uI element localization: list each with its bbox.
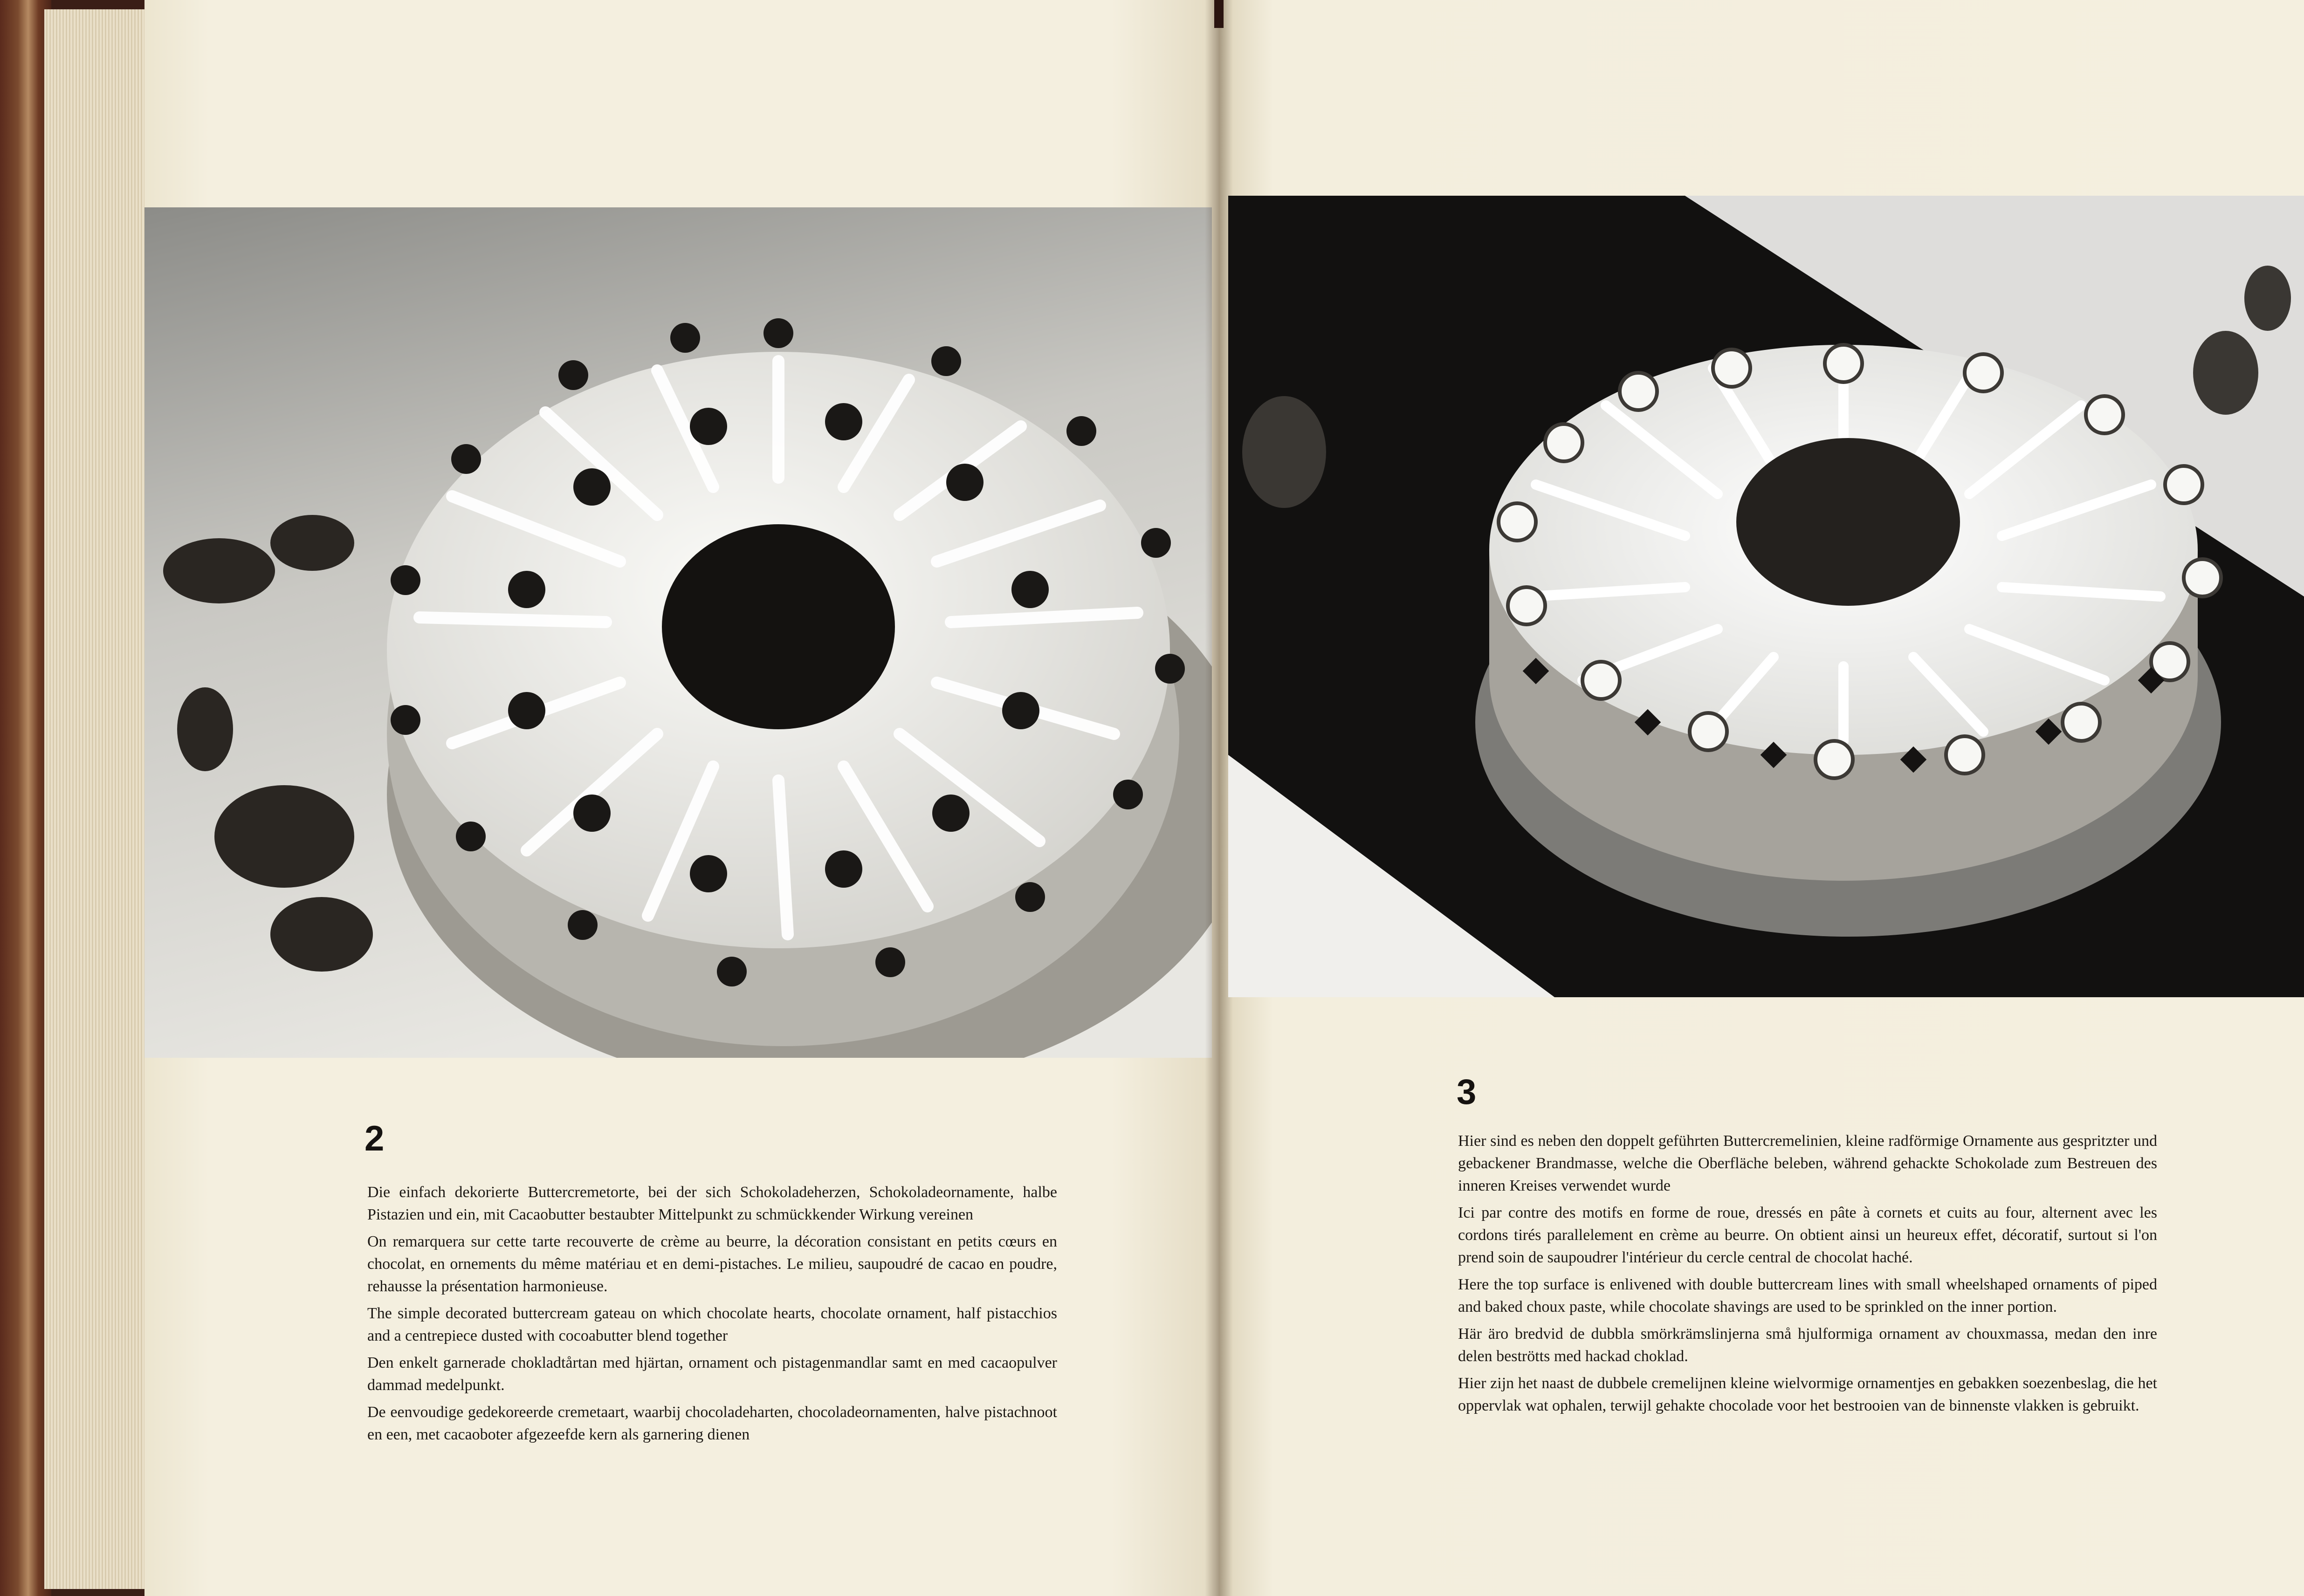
caption-paragraph-fr: Ici par contre des motifs en forme de roue, dressés en pâte à cornets et cuits au four, alternent avec les cordons tirés parallelement en crème au beurre. On obtient ainsi un heureux effet, décoratif, surtout si l'on prend soin de saupoudrer l'intérieur du cercle central de chocolat haché. xyxy=(1458,1204,2157,1266)
caption-paragraph-fr: On remarquera sur cette tarte recouverte de crème au beurre, la décoration consistant en petits cœurs en chocolat, en ornements du même matériau et en demi-pistaches. Le milieu, saupoudré de cacao en poudre, rehausse la présentation harmonieuse. xyxy=(367,1233,1057,1295)
caption-paragraph-de: Hier sind es neben den doppelt geführten Buttercremelinien, kleine radförmige Ornamente aus gespritzter und gebackener Brandmasse, welche die Oberfläche beleben, während gehackte Schokolade zum Bestreuen des inneren Kreises verwendet wurde xyxy=(1458,1132,2157,1194)
caption-paragraph-nl: De eenvoudige gedekoreerde cremetaart, waarbij chocoladeharten, chocoladeornamenten, halve pistachnoot en een, met cacaoboter afgezeefde kern als garnering dienen xyxy=(367,1404,1057,1443)
page-stack-edge xyxy=(44,9,151,1589)
figure-number: 2 xyxy=(365,1119,385,1158)
cake-photo-3 xyxy=(1228,196,2304,997)
caption-paragraph-sv: Den enkelt garnerade chokladtårtan med hjärtan, ornament och pistagenmandlar samt en med cacaopulver dammad medelpunkt. xyxy=(367,1354,1057,1394)
figure-number: 3 xyxy=(1457,1072,1477,1112)
caption-right xyxy=(1458,1130,2157,1422)
cake-photo-2 xyxy=(144,207,1212,1058)
caption-paragraph-sv: Här äro bredvid de dubbla smörkrämslinjerna små hjulformiga ornament av chouxmassa, medan den inre delen beströtts med hackad choklad. xyxy=(1458,1325,2157,1365)
caption-paragraph-en: The simple decorated buttercream gateau on which chocolate hearts, chocolate ornament, half pistacchios and a centrepiece dusted with cocoabutter blend together xyxy=(367,1305,1057,1344)
caption-paragraph-nl: Hier zijn het naast de dubbele cremelijnen kleine wielvormige ornamentjes en gebakken soezenbeslag, die het oppervlak wat ophalen, terwijl gehakte chocolade voor het bestrooien van de binnenste vlakken is gebruikt. xyxy=(1458,1375,2157,1414)
caption-left xyxy=(367,1181,1057,1451)
book-spine-top xyxy=(1214,0,1224,28)
cake-photo-wheel-ornament-icon xyxy=(1228,196,2304,997)
caption-paragraph-de: Die einfach dekorierte Buttercremetorte, bei der sich Schokoladeherzen, Schokoladeornamente, halbe Pistazien und ein, mit Cacaobutter bestaubter Mittelpunkt zu schmückkender Wirkung vereinen xyxy=(367,1184,1057,1223)
caption-paragraph-en: Here the top surface is enlivened with double buttercream lines with small wheelshaped ornaments of piped and baked choux paste, while chocolate shavings are used to be sprinkled on the inner portion. xyxy=(1458,1276,2157,1315)
cake-photo-fleur-de-lis-icon xyxy=(144,207,1212,1058)
book-cover-edge xyxy=(0,0,51,1596)
